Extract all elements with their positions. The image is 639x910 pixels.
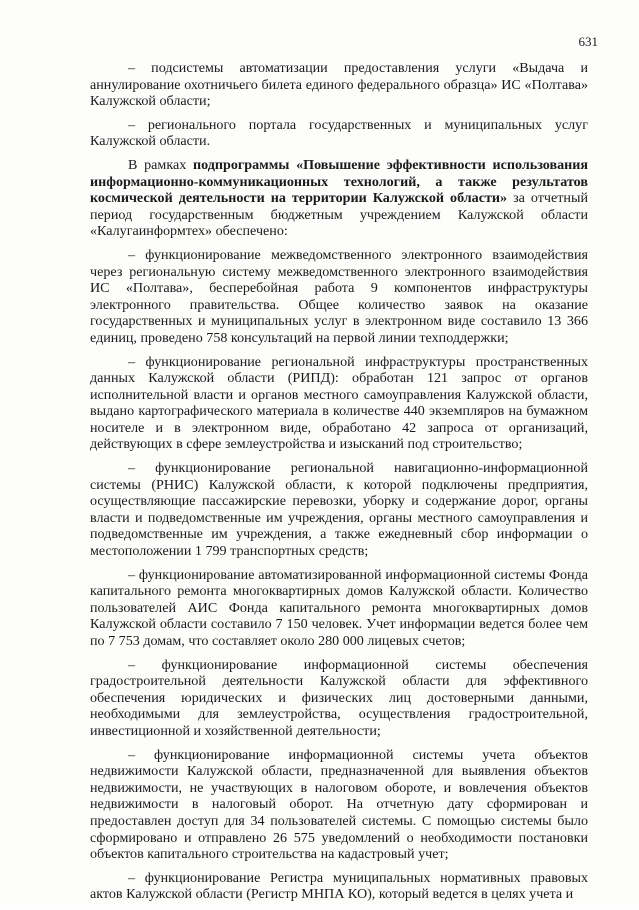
paragraph-text: – регионального портала государственных и муниципальных услуг Калужской области. [90,116,588,150]
paragraph-text: – функционирование автоматизированной информационной системы Фонда капитального ремонта многоквартирных домов Калужской области. Количество пользователей АИС Фонда капитального ремонта многоквартирных домов Калужской области составило 7 150 человек. Учет информации ведется более чем по 7 753 домам, что составляет около 280 000 лицевых счетов; [90,566,588,649]
paragraph-lead-text: В рамках [128,156,193,173]
document-body [90,60,588,910]
page-number: 631 [578,34,598,49]
paragraph-subprogram-intro [90,157,588,240]
paragraph-text: – функционирование межведомственного электронного взаимодействия через региональную систему межведомственного электронного взаимодействия ИС «Полтава», бесперебойная работа 9 компонентов инфраструктуры электронного правительства. Общее количество заявок на оказание государственных и муниципальных услуг в электронном виде составило 13 366 единиц, проведено 758 консультаций на первой линии техподдержки; [90,246,588,346]
paragraph-regional-portal [90,117,588,150]
paragraph-real-estate-accounting [90,747,588,863]
paragraph-text: за отчетный период государственным бюджетным учреждением Калужской области «Калугаинформтех» обеспечено: [90,190,588,240]
paragraph-text: – функционирование информационной системы обеспечения градостроительной деятельности Калужской области для эффективного обеспечения юридических и физических лиц достоверными данными, необходимыми для землеустройства, осуществления градостроительной, инвестиционной и хозяйственной деятельности; [90,656,588,739]
paragraph-ripd [90,354,588,454]
paragraph-urban-planning-system [90,657,588,740]
paragraph-text: – подсистемы автоматизации предоставления услуги «Выдача и аннулирование охотничьего билета единого федерального образца» ИС «Полтава» Калужской области; [90,60,588,110]
paragraph-text: – функционирование Регистра муниципальных нормативных правовых актов Калужской области (Регистр МНПА КО), который ведется в целях учета и [90,869,588,903]
paragraph-text: – функционирование региональной инфраструктуры пространственных данных Калужской области (РИПД): обработан 121 запрос от органов исполнительной власти и органов местного самоуправления Калужской области, выдано картографического материала в количестве 440 экземпляров на бумажном носителе и в электронном виде, обработано 42 запроса от организаций, действующих в сфере землеустройства и изысканий под строительство; [90,353,588,453]
paragraph-rnis [90,460,588,560]
subprogram-title: подпрограммы «Повышение эффективности использования информационно-коммуникационных технологий, а также результатов космической деятельности на территории Калужской области» [90,156,588,207]
paragraph-text: – функционирование региональной навигационно-информационной системы (РНИС) Калужской области, к которой подключены предприятия, осуществляющие пассажирские перевозки, уборку и содержание дорог, органы власти и подведомственные им учреждения, органы местного самоуправления и подведомственные им учреждения, а также ежедневный сбор информации о местоположении 1 799 транспортных средств; [90,460,588,560]
paragraph-text: – функционирование информационной системы учета объектов недвижимости Калужской области, предназначенной для выявления объектов недвижимости, не участвующих в налоговом обороте, и вовлечения объектов недвижимости в налоговый оборот. На отчетную дату сформирован и предоставлен доступ для 34 пользователей системы. С помощью системы было сформировано и отправлено 26 575 уведомлений о необходимости постановки объектов капитального строительства на кадастровый учет; [90,746,588,863]
paragraph-poltava-hunting-ticket [90,60,588,110]
paragraph-municipal-acts-register [90,870,588,903]
paragraph-interagency-interaction [90,247,588,347]
paragraph-capital-repair-fund [90,567,588,650]
